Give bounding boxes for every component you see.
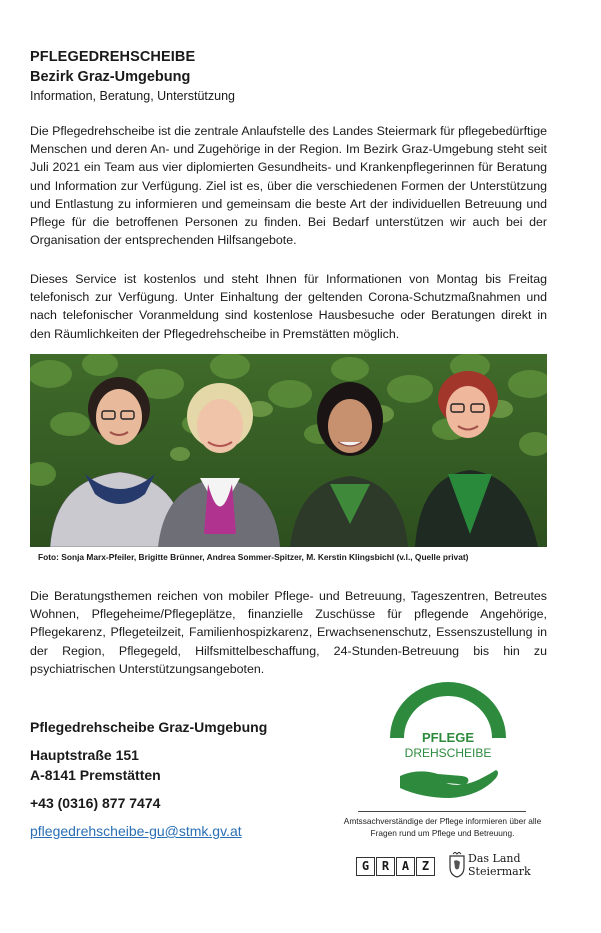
graz-letter: A bbox=[396, 857, 415, 876]
steiermark-logo-text bbox=[468, 852, 531, 878]
contact-phone[interactable]: +43 (0316) 877 7474 bbox=[30, 795, 161, 811]
contact-street: Hauptstraße 151 bbox=[30, 747, 139, 763]
graz-letter: R bbox=[376, 857, 395, 876]
contact-city: A-8141 Premstätten bbox=[30, 767, 161, 783]
graz-letter: G bbox=[356, 857, 375, 876]
hand-icon bbox=[400, 770, 498, 798]
team-photo-illustration bbox=[30, 354, 547, 547]
topics-paragraph: Die Beratungsthemen reichen von mobiler Pflege- und Betreuung, Tageszentren, Betreutes Wohnen, Pflegeheime/Pflegeplätze, finanzielle Zuschüsse für pflegende Angehörige, Pflegekarenz, Pflegeteilzeit, Familienhospizkarenz, Erwachsenenschutz, Essenszustellung in der Region, Pflegegeld, Hilfsmittelbeschaffung, 24-Stunden-Betreuung bis hin zu psychiatrischen Unterstützungsangeboten. bbox=[30, 589, 547, 676]
steiermark-crest-icon bbox=[448, 852, 466, 878]
intro-paragraph: Die Pflegedrehscheibe ist die zentrale Anlaufstelle des Landes Steiermark für pflegebedürftige Menschen und deren An- und Zugehörige in der Region. Im Bezirk Graz-Umgebung steht seit Juli 2021 ein Team aus vier diplomierten Gesundheits- und Krankenpflegerinnen für Beratung und Information zur Verfügung. Ziel ist es, über die verschiedenen Formen der Unterstützung und Entlastung zu informieren und gemeinsam die beste Art der individuellen Betreuung und Pflege für die betroffenen Personen zu finden. Bei Bedarf unterstützen wir auch bei der Organisation der entsprechenden Hilfsangebote. bbox=[30, 124, 547, 248]
steiermark-line-2: Steiermark bbox=[468, 865, 531, 878]
steiermark-line-1: Das Land bbox=[468, 852, 521, 865]
pflegedrehscheibe-logo bbox=[378, 680, 518, 805]
team-photo bbox=[30, 354, 547, 547]
logo-tagline: Amtssachverständige der Pflege informieren über alle Fragen rund um Pflege und Betreuung. bbox=[343, 816, 542, 838]
graz-logo bbox=[356, 857, 436, 876]
logo-graphic bbox=[378, 680, 518, 805]
contact-email-link[interactable]: pflegedrehscheibe-gu@stmk.gv.at bbox=[30, 823, 242, 839]
document-title: PFLEGEDREHSCHEIBE bbox=[30, 49, 196, 65]
logo-text-drehscheibe: DREHSCHEIBE bbox=[404, 746, 492, 760]
contact-name: Pflegedrehscheibe Graz-Umgebung bbox=[30, 719, 268, 735]
logo-text-pflege: PFLEGE bbox=[421, 730, 475, 745]
service-paragraph: Dieses Service ist kostenlos und steht Ihnen für Informationen von Montag bis Freitag telefonisch zur Verfügung. Unter Einhaltung der geltenden Corona-Schutzmaßnahmen und nach telefonischer Voranmeldung sind kostenlose Hausbesuche oder Beratungen direkt in den Räumlichkeiten der Pflegedrehscheibe in Premstätten möglich. bbox=[30, 272, 547, 341]
district-heading: Bezirk Graz-Umgebung bbox=[30, 69, 191, 85]
photo-caption: Foto: Sonja Marx-Pfeiler, Brigitte Brünner, Andrea Sommer-Spitzer, M. Kerstin Klingsbichl (v.l., Quelle privat) bbox=[38, 552, 469, 562]
document-subtitle: Information, Beratung, Unterstützung bbox=[30, 89, 235, 103]
logo-divider bbox=[358, 811, 526, 812]
graz-letter: Z bbox=[416, 857, 435, 876]
